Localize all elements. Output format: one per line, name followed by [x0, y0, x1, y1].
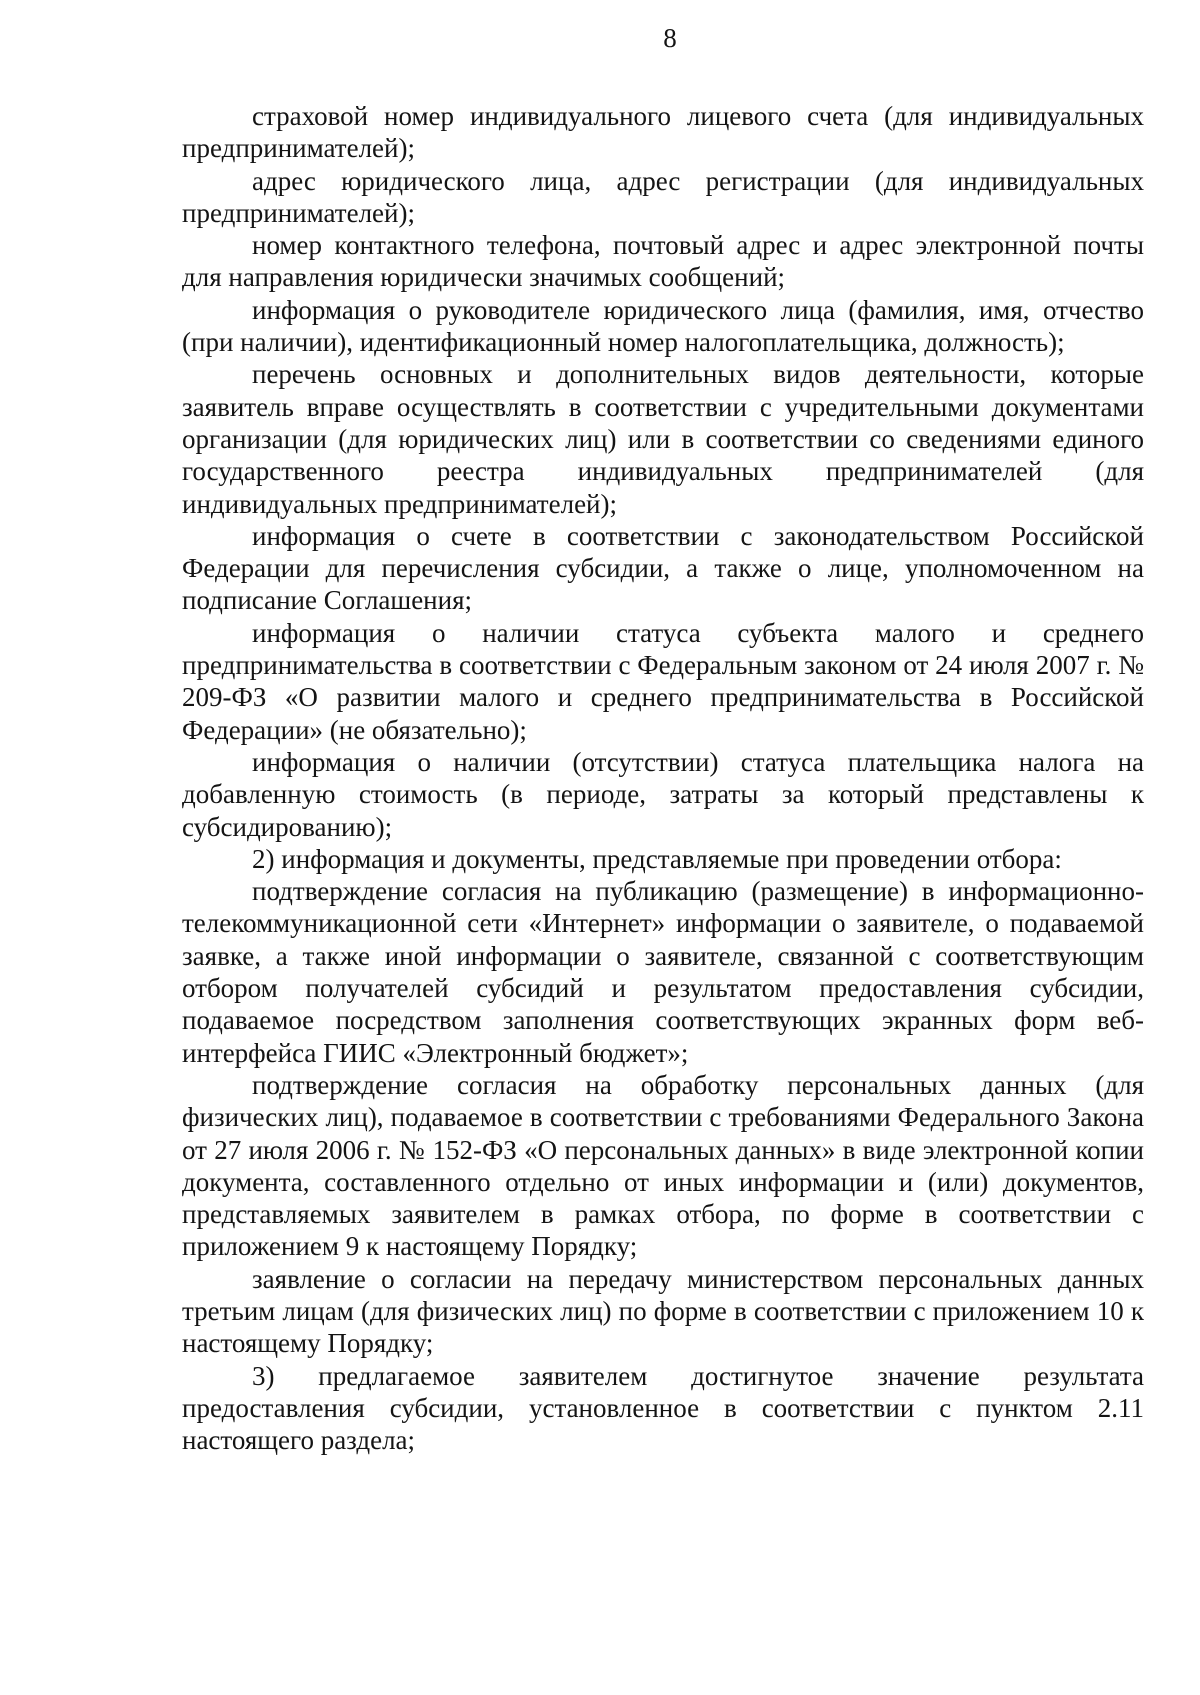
- paragraph-sme-status: информация о наличии статуса субъекта малого и среднего предпринимательства в соответствии с Федеральным законом от 24 июля 2007 г. № 209-ФЗ «О развитии малого и среднего предпринимательства в Российской Федерации» (не обязательно);: [182, 617, 1144, 745]
- paragraph-legal-address: адрес юридического лица, адрес регистрации (для индивидуальных предпринимателей);: [182, 165, 1144, 228]
- document-body: [182, 100, 1144, 1456]
- page-number: 8: [663, 23, 677, 53]
- paragraph-activity-types: перечень основных и дополнительных видов деятельности, которые заявитель вправе осуществлять в соответствии с учредительными документами организации (для юридических лиц) или в соответствии со сведениями единого государственного реестра индивидуальных предпринимателей (для индивидуальных предпринимателей);: [182, 359, 1144, 519]
- paragraph-contact-info: номер контактного телефона, почтовый адрес и адрес электронной почты для направления юридически значимых сообщений;: [182, 230, 1144, 293]
- paragraph-third-party-transfer: заявление о согласии на передачу министерством персональных данных третьим лицам (для физических лиц) по форме в соответствии с приложением 10 к настоящему Порядку;: [182, 1263, 1144, 1359]
- paragraph-manager-info: информация о руководителе юридического лица (фамилия, имя, отчество (при наличии), идентификационный номер налогоплательщика, должность);: [182, 294, 1144, 358]
- paragraph-section-3-result: 3) предлагаемое заявителем достигнутое значение результата предоставления субсидии, установленное в соответствии с пунктом 2.11 настоящего раздела;: [182, 1360, 1144, 1456]
- paragraph-section-2-heading: 2) информация и документы, представляемые при проведении отбора:: [252, 843, 1062, 874]
- paragraph-publication-consent: подтверждение согласия на публикацию (размещение) в информационно-телекоммуникационной сети «Интернет» информации о заявителе, о подаваемой заявке, а также иной информации о заявителе, связанной с соответствующим отбором получателей субсидий и результатом предоставления субсидии, подаваемое посредством заполнения соответствующих экранных форм веб-интерфейса ГИИС «Электронный бюджет»;: [182, 876, 1144, 1068]
- paragraph-account-info: информация о счете в соответствии с законодательством Российской Федерации для перечисления субсидии, а также о лице, уполномоченном на подписание Соглашения;: [182, 520, 1144, 616]
- paragraph-personal-data-consent: подтверждение согласия на обработку персональных данных (для физических лиц), подаваемое в соответствии с требованиями Федерального Закона от 27 июля 2006 г. № 152-ФЗ «О персональных данных» в виде электронной копии документа, составленного отдельно от иных информации и (или) документов, представляемых заявителем в рамках отбора, по форме в соответствии с приложением 9 к настоящему Порядку;: [182, 1069, 1144, 1262]
- paragraph-insurance-number: страховой номер индивидуального лицевого счета (для индивидуальных предпринимателей);: [182, 101, 1144, 164]
- paragraph-vat-status: информация о наличии (отсутствии) статуса плательщика налога на добавленную стоимость (в периоде, затраты за который представлены к субсидированию);: [182, 746, 1144, 842]
